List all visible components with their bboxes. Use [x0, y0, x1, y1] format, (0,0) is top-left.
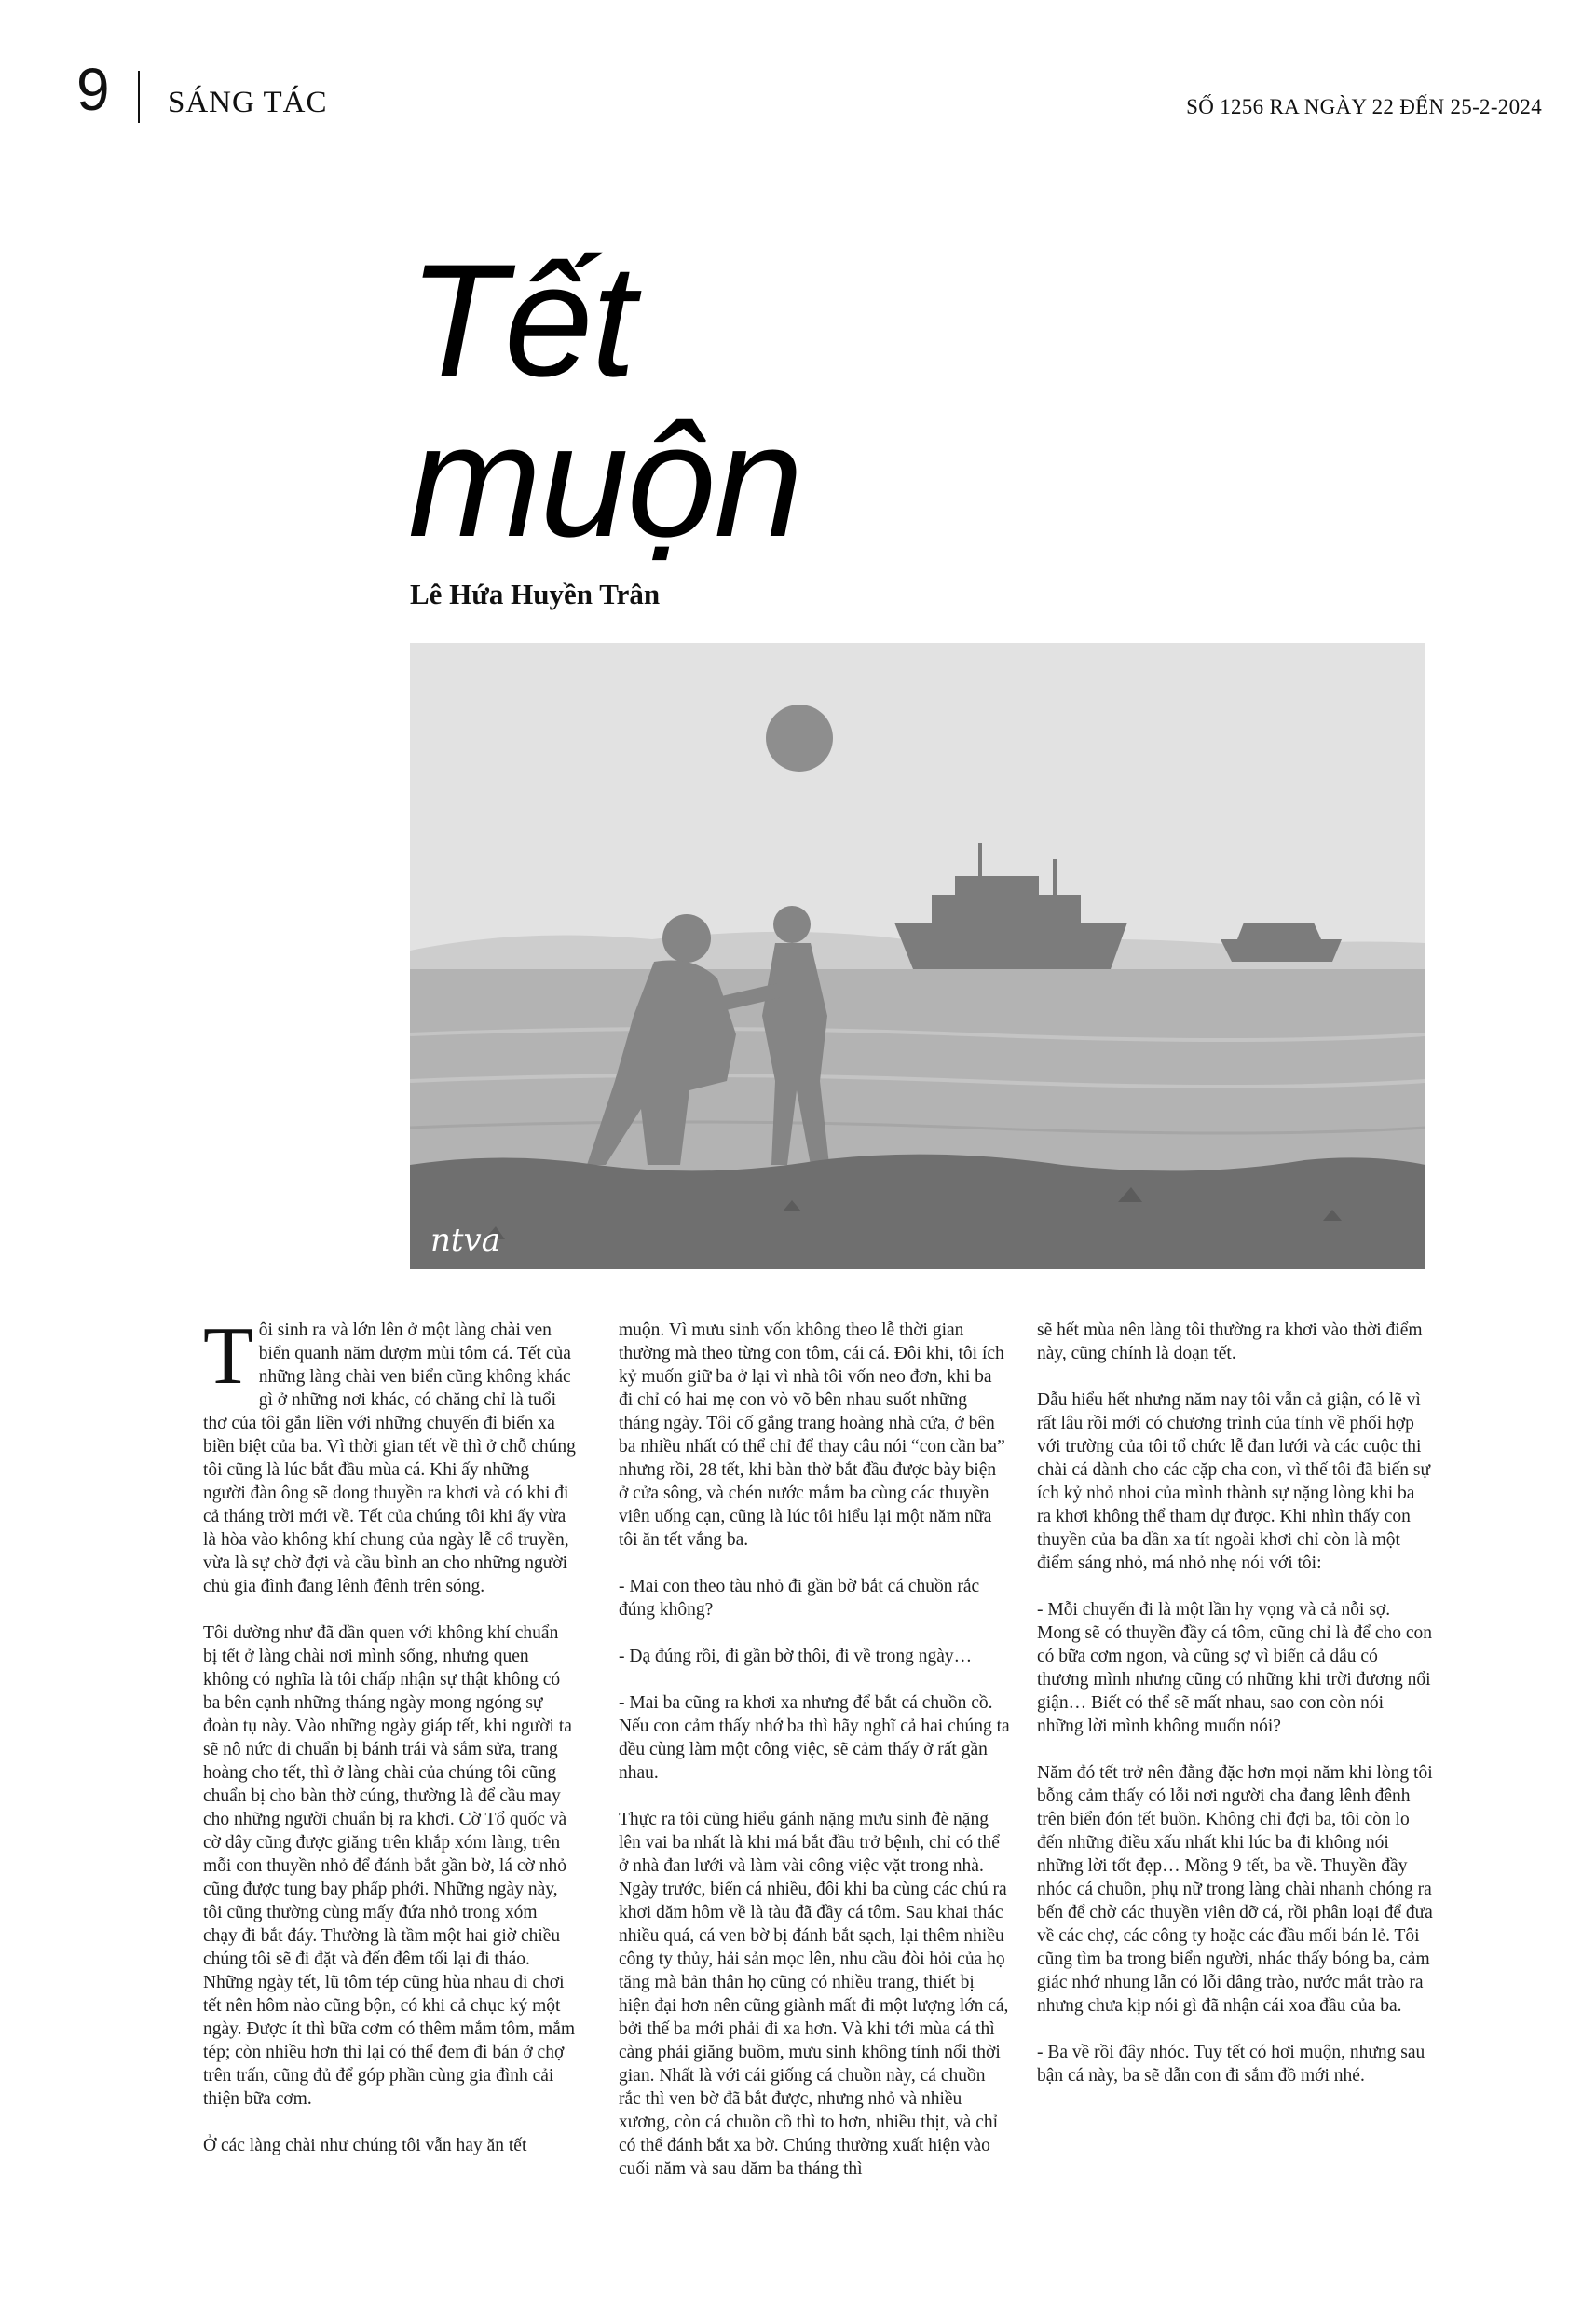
article-title-line-1: Tết [408, 231, 634, 410]
article-illustration [410, 643, 1425, 1269]
article-author: Lê Hứa Huyền Trân [410, 578, 661, 610]
dialogue-line: - Mai ba cũng ra khơi xa nhưng để bắt cá chuồn cồ. Nếu con cảm thấy nhớ ba thì hãy nghĩ cả hai chúng ta đều cùng làm một công việc, sẽ cảm thấy ở rất gần nhau. [619, 1693, 1010, 1783]
shore [410, 1155, 1425, 1269]
dialogue-line: - Mai con theo tàu nhỏ đi gần bờ bắt cá chuồn rắc đúng không? [619, 1577, 980, 1620]
article-column-3 [1037, 1319, 1433, 2111]
page-number: 9 [76, 56, 110, 123]
paragraph: Năm đó tết trở nên đằng đặc hơn mọi năm khi lòng tôi bỗng cảm thấy có lỗi nơi người cha đang lênh đênh trên biển đón tết buồn. Không chỉ đợi ba, tôi còn lo đến những điều xấu nhất khi lúc ba đi không nói những lời tốt đẹp… Mồng 9 tết, ba về. Thuyền đầy nhóc cá chuồn, phụ nữ trong làng chài nhanh chóng ra bến để chờ các thuyền viên dỡ cá, rồi phân loại để đưa về các chợ, các công ty hoặc các đầu mối bán lẻ. Tôi cũng tìm ba trong biển người, nhác thấy bóng ba, cảm giác nhớ nhung lẫn có lỗi dâng trào, nước mắt trào ra nhưng chưa kịp nói gì đã nhận cái xoa đầu của ba. [1037, 1763, 1433, 2016]
paragraph: sẽ hết mùa nên làng tôi thường ra khơi vào thời điểm này, cũng chính là đoạn tết. [1037, 1320, 1423, 1363]
paragraph [203, 1311, 576, 1598]
dialogue-line: - Dạ đúng rồi, đi gần bờ thôi, đi về trong ngày… [619, 1647, 973, 1666]
article-column-1 [203, 1311, 576, 2181]
illustration-signature: ntva [430, 1222, 501, 1259]
issue-info: SỐ 1256 RA NGÀY 22 ĐẾN 25-2-2024 [1186, 95, 1542, 118]
sun-icon [766, 705, 833, 772]
illustration-svg [410, 643, 1425, 1269]
paragraph: muộn. Vì mưu sinh vốn không theo lễ thời gian thường mà theo từng con tôm, cái cá. Đôi khi, tôi ích kỷ muốn giữ ba ở lại vì nhà tôi vốn neo đơn, khi ba đi chỉ có hai mẹ con vò võ bên nhau suốt những tháng ngày. Tôi cố gắng trang hoàng nhà cửa, ở bên ba nhiều nhất có thể chỉ để thay câu nói “con cần ba” nhưng rồi, 28 tết, khi bàn thờ bắt đầu được bày biện ở cửa sông, và chén nước mắm ba cùng các thuyền viên uống cạn, cũng là lúc tôi hiểu lại một năm nữa tôi ăn tết vắng ba. [619, 1320, 1005, 1550]
header-divider [138, 71, 140, 123]
paragraph: Tôi dường như đã dần quen với không khí chuẩn bị tết ở làng chài nơi mình sống, nhưng quen không có nghĩa là tôi chấp nhận sự thật không có ba bên cạnh những tháng ngày mong ngóng sự đoàn tụ này. Vào những ngày giáp tết, khi người ta sẽ nô nức đi chuẩn bị bánh trái và sắm sửa, trang hoàng cho tết, thì ở làng chài của chúng tôi cũng chuẩn bị cho bàn thờ cúng, thường là để cầu may cho những người chuẩn bị ra khơi. Cờ Tổ quốc và cờ dây cũng được giăng trên khắp xóm làng, trên mỗi con thuyền nhỏ để đánh bắt gần bờ, lá cờ nhỏ cũng được tung bay phấp phới. Những ngày này, tôi cũng thường cùng mấy đứa nhỏ trong xóm chạy đi bắt đáy. Thường là tầm một hai giờ chiều chúng tôi sẽ đi đặt và đến đêm tối lại đi tháo. Những ngày tết, lũ tôm tép cũng hùa nhau đi chơi tết nên hôm nào cũng bộn, có khi cả chục ký một ngày. Được ít thì bữa cơm có thêm mắm tôm, mắm tép; còn nhiều hơn thì lại có thể đem đi bán ở chợ trên trấn, cũng đủ để góp phần cùng gia đình cải thiện bữa cơm. [203, 1623, 575, 2109]
section-label: SÁNG TÁC [168, 86, 328, 119]
drop-cap: T [203, 1311, 253, 1402]
paragraph-text: ôi sinh ra và lớn lên ở một làng chài ven biển quanh năm đượm mùi tôm cá. Tết của những làng chài ven biển cũng không khác gì ở những nơi khác, có chăng chỉ là tuổi thơ của tôi gắn liền với những chuyến đi biển xa biền biệt của ba. Vì thời gian tết về thì ở chỗ chúng tôi cũng là lúc bắt đầu mùa cá. Khi ấy những người đàn ông sẽ dong thuyền ra khơi và có khi đi cả tháng trời mới về. Tết của chúng tôi khi ấy vừa là hòa vào không khí chung của ngày lễ cổ truyền, vừa là sự chờ đợi và cầu bình an cho những người chủ gia đình đang lênh đênh trên sóng. [203, 1320, 576, 1596]
article-title-line-2: muộn [408, 391, 802, 570]
dialogue-line: - Ba về rồi đây nhóc. Tuy tết có hơi muộn, nhưng sau bận cá này, ba sẽ dẫn con đi sắm đồ mới nhé. [1037, 2043, 1425, 2086]
paragraph: Ở các làng chài như chúng tôi vẫn hay ăn tết [203, 2136, 527, 2155]
paragraph: Dẫu hiểu hết nhưng năm nay tôi vẫn cả giận, có lẽ vì rất lâu rồi mới có chương trình của tỉnh về phối hợp với trường của tôi tổ chức lễ đan lưới và các cuộc thi chài cá dành cho các cặp cha con, vì thế tôi đã biến sự ích kỷ nhỏ nhoi của mình thành sự nặng lòng khi ba ra khơi không thể tham dự được. Khi nhìn thấy con thuyền của ba dần xa tít ngoài khơi chỉ còn là một điểm sáng nhỏ, má nhỏ nhẹ nói với tôi: [1037, 1390, 1431, 1573]
article-column-2 [619, 1319, 1010, 2204]
paragraph: Thực ra tôi cũng hiểu gánh nặng mưu sinh đè nặng lên vai ba nhất là khi má bắt đầu trở bệnh, chỉ có thể ở nhà đan lưới và làm vài công việc vặt trong nhà. Ngày trước, biển cá nhiều, đôi khi ba cùng các chú ra khơi dăm hôm về là tàu đã đầy cá tôm. Sau khai thác nhiều quá, cá ven bờ bị đánh bắt sạch, lại thêm nhiều công ty thủy, hải sản mọc lên, nhu cầu đòi hỏi của họ tăng mà bản thân họ cũng có nhiều trang, thiết bị hiện đại hơn nên cũng giành mất đi một lượng lớn cá, bởi thế ba mới phải đi xa hơn. Và khi tới mùa cá thì càng phải giăng buồm, mưu sinh không tính nổi thời gian. Nhất là với cái giống cá chuồn này, cá chuồn rắc thì ven bờ đã bắt được, nhưng nhỏ và nhiều xương, còn cá chuồn cồ thì to hơn, nhiều thịt, và chỉ có thể đánh bắt xa bờ. Chúng thường xuất hiện vào cuối năm và sau dăm ba tháng thì [619, 1810, 1009, 2179]
dialogue-line: - Mỗi chuyến đi là một lần hy vọng và cả nỗi sợ. Mong sẽ có thuyền đầy cá tôm, cũng chỉ là để cho con có bữa cơm ngon, và cũng sợ vì biển cả dẫu có thương mình nhưng cũng có những khi trời đương nổi giận… Biết có thể sẽ mất nhau, sao con còn nói những lời mình không muốn nói? [1037, 1600, 1433, 1736]
